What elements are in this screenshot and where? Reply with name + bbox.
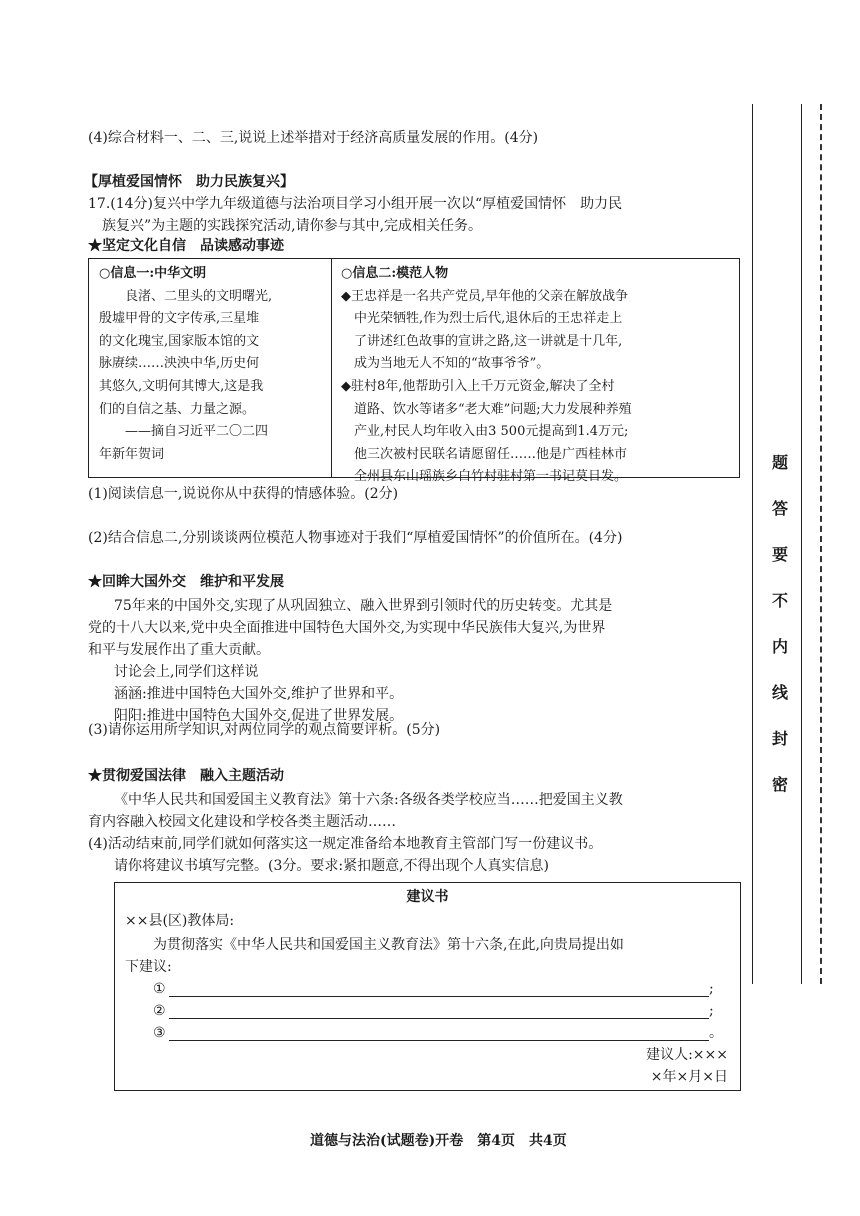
letter-salutation: ××县(区)教体局:: [125, 913, 235, 929]
info1-line: 殷墟甲骨的文字传承,三星堆: [99, 311, 260, 327]
task2-discussion: 讨论会上,同学们这样说: [114, 664, 259, 680]
letter-body-line2: 下建议:: [125, 959, 172, 975]
info2-line: ◆驻村8年,他帮助引入上千万元资金,解决了全村: [341, 378, 615, 394]
task3-paragraph-line2: 育内容融入校园文化建设和学校各类主题活动……: [88, 814, 396, 830]
info1-line: 的文化瑰宝,国家版本馆的文: [99, 333, 260, 349]
info1-source: ——摘自习近平二〇二四: [125, 424, 269, 440]
info2-column: [341, 263, 733, 489]
task2-title: ★回眸大国外交 维护和平发展: [88, 574, 284, 590]
page-footer: 道德与法治(试题卷)开卷 第4页 共4页: [310, 1133, 567, 1149]
suggestion-3-end: 。: [709, 1025, 723, 1041]
suggestion-3-number: ③: [153, 1025, 166, 1041]
binding-char: 不: [771, 591, 788, 610]
suggestion-1: [153, 979, 714, 999]
binding-char: 线: [771, 683, 788, 702]
task2-paragraph-line3: 和平与发展作出了重大贡献。: [88, 642, 270, 658]
suggestion-1-blank[interactable]: [169, 982, 709, 997]
info1-line: 良渚、二里头的文明曙光,: [125, 288, 273, 304]
suggestion-1-number: ①: [153, 981, 166, 997]
question-17-intro-line2: 族复兴”为主题的实践探究活动,请你参与其中,完成相关任务。: [102, 218, 483, 234]
info1-column: [99, 263, 321, 466]
suggestion-3: [153, 1023, 723, 1043]
binding-char: 答: [771, 499, 788, 518]
info2-line: 成为当地无人不知的“故事爷爷”。: [341, 356, 550, 372]
binding-char: 要: [771, 545, 788, 564]
suggestion-2-blank[interactable]: [169, 1004, 709, 1019]
task2-paragraph-line2: 党的十八大以来,党中央全面推进中国特色大国外交,为实现中华民族伟大复兴,为世界: [88, 620, 606, 636]
binding-char: 密: [771, 775, 788, 794]
letter-body-line1: 为贯彻落实《中华人民共和国爱国主义教育法》第十六条,在此,向贵局提出如: [153, 937, 624, 953]
info1-line: 其悠久,文明何其博大,这是我: [99, 378, 264, 394]
section-title: 【厚植爱国情怀 助力民族复兴】: [84, 174, 294, 190]
info2-line: ◆王忠祥是一名共产党员,早年他的父亲在解放战争: [341, 288, 629, 304]
letter-date: ×年×月×日: [650, 1069, 728, 1085]
question-17-4-line1: (4)活动结束前,同学们就如何落实这一规定准备给本地教育主管部门写一份建议书。: [88, 836, 603, 852]
suggestion-2-end: ;: [709, 1003, 714, 1019]
suggestion-3-blank[interactable]: [169, 1026, 709, 1041]
info2-line: 了讲述红色故事的宣讲之路,这一讲就是十几年,: [341, 333, 623, 349]
info1-line: 们的自信之基、力量之源。: [99, 401, 256, 417]
binding-char: 内: [771, 637, 788, 656]
binding-char: 题: [771, 453, 788, 472]
info2-line: 产业,村民人均年收入由3 500元提高到1.4万元;: [341, 424, 629, 440]
question-17-intro-line1: 17.(14分)复兴中学九年级道德与法治项目学习小组开展一次以“厚植爱国情怀 助力民: [88, 196, 623, 212]
suggestion-2: [153, 1001, 714, 1021]
task1-title: ★坚定文化自信 品读感动事迹: [88, 238, 284, 254]
info2-line: 道路、饮水等诸多“老大难”问题;大力发展种养殖: [341, 401, 632, 417]
question-17-1: (1)阅读信息一,说说你从中获得的情感体验。(2分): [88, 486, 399, 502]
info1-line: 脉赓续……泱泱中华,历史何: [99, 356, 260, 372]
question-16-4: (4)综合材料一、二、三,说说上述举措对于经济高质量发展的作用。(4分): [88, 130, 539, 146]
suggestion-1-end: ;: [709, 981, 714, 997]
task2-hanhan: 涵涵:推进中国特色大国外交,维护了世界和平。: [114, 686, 404, 702]
question-17-2: (2)结合信息二,分别谈谈两位模范人物事迹对于我们“厚植爱国情怀”的价值所在。(4分): [88, 530, 623, 546]
info2-line: 全州县东山瑶族乡白竹村驻村第一书记莫日发。: [341, 469, 628, 485]
task3-title: ★贯彻爱国法律 融入主题活动: [88, 768, 284, 784]
info-box: [88, 258, 740, 485]
question-17-4-line2: 请你将建议书填写完整。(3分。要求:紧扣题意,不得出现个人真实信息): [114, 858, 549, 874]
letter-title: 建议书: [406, 889, 449, 905]
question-17-3: (3)请你运用所学知识,对两位同学的观点简要评析。(5分): [88, 722, 441, 738]
info1-title: ○信息一:中华文明: [99, 266, 207, 281]
info2-line: 中光荣牺牲,作为烈士后代,退休后的王忠祥走上: [341, 311, 623, 327]
info2-line: 他三次被村民联名请愿留任……他是广西桂林市: [341, 446, 628, 462]
cut-line: [820, 104, 822, 984]
task3-paragraph-line1: 《中华人民共和国爱国主义教育法》第十六条:各级各类学校应当……把爱国主义教: [114, 792, 623, 808]
binding-char: 封: [771, 729, 788, 748]
suggestion-2-number: ②: [153, 1003, 166, 1019]
task2-yangyang: 阳阳:推进中国特色大国外交,促进了世界发展。: [114, 708, 404, 724]
info-box-divider: [331, 259, 332, 477]
proposal-letter: [114, 882, 741, 1091]
letter-signer: 建议人:×××: [646, 1047, 728, 1063]
info1-source-end: 年新年贺词: [99, 446, 165, 462]
info2-title: ○信息二:模范人物: [341, 266, 449, 281]
task2-paragraph-line1: 75年来的中国外交,实现了从巩固独立、融入世界到引领时代的历史转变。尤其是: [114, 598, 613, 614]
